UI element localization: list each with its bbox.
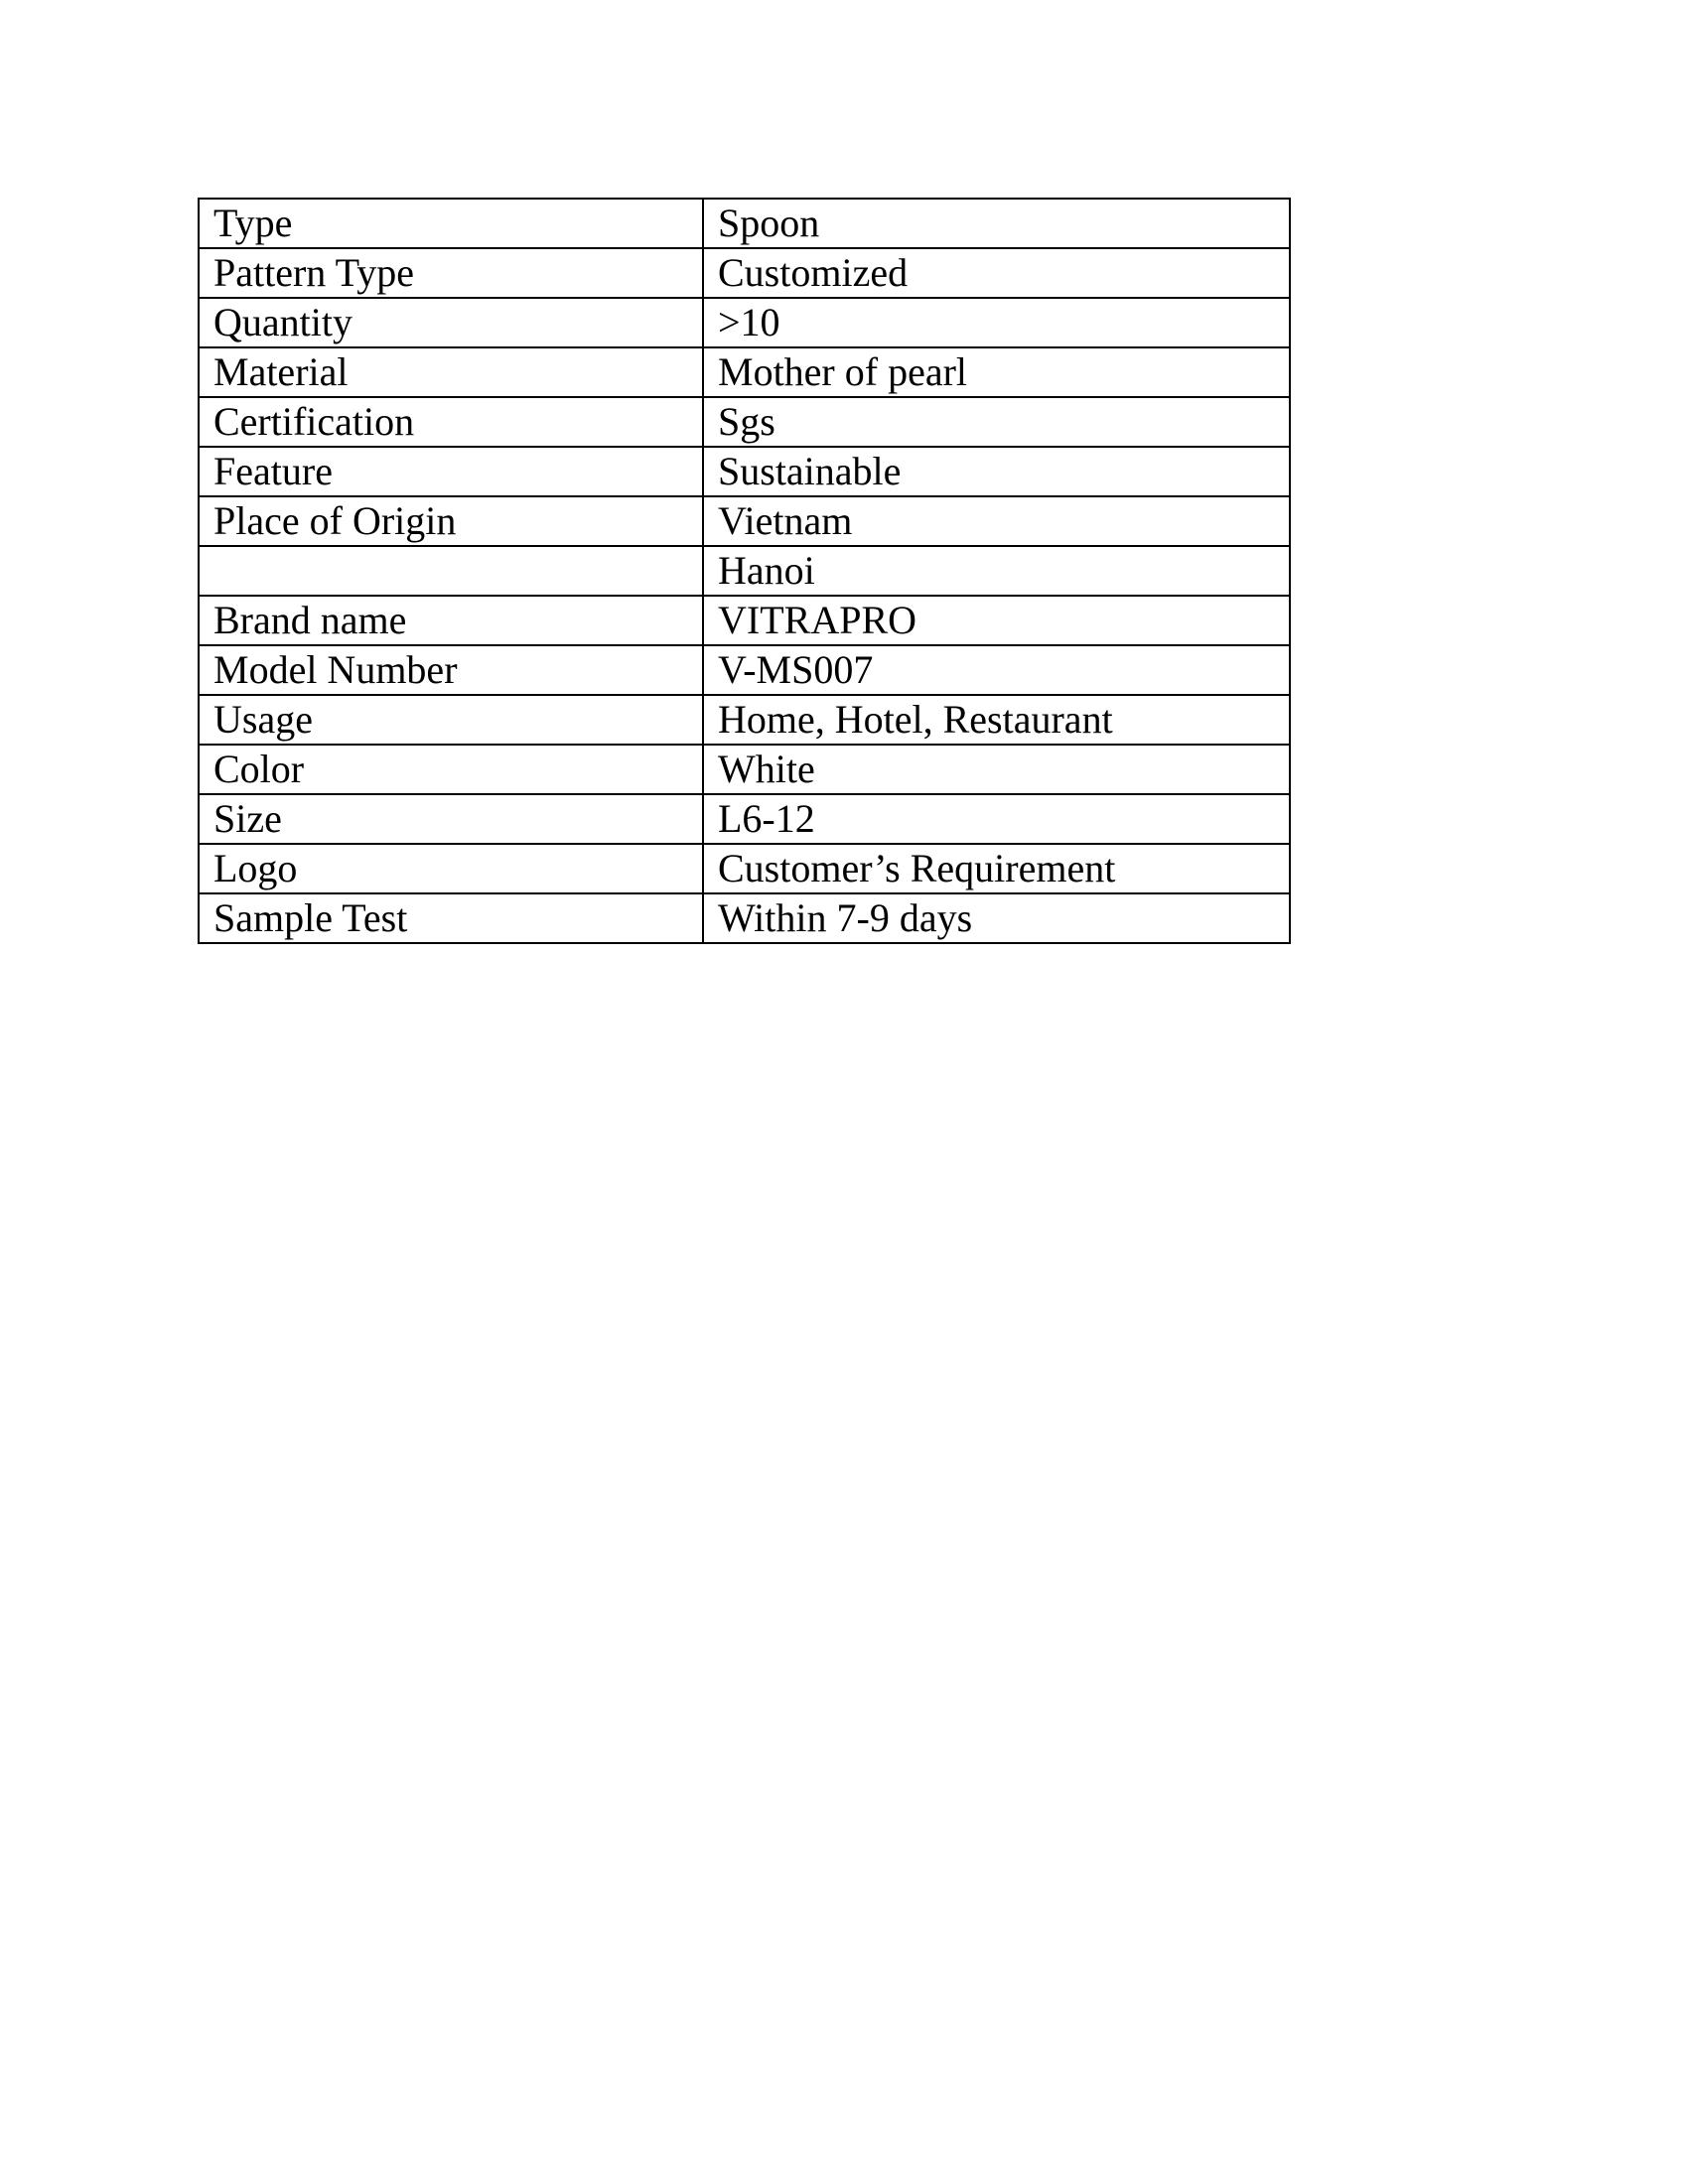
spec-label: Certification <box>199 397 703 447</box>
table-row <box>199 794 1290 844</box>
table-row <box>199 248 1290 298</box>
spec-label: Color <box>199 745 703 794</box>
spec-label: Model Number <box>199 645 703 695</box>
table-row <box>199 893 1290 943</box>
spec-label: Type <box>199 199 703 248</box>
spec-label: Feature <box>199 447 703 496</box>
spec-value: Sgs <box>703 397 1290 447</box>
spec-value: Sustainable <box>703 447 1290 496</box>
table-row <box>199 844 1290 893</box>
spec-value: Spoon <box>703 199 1290 248</box>
table-row <box>199 347 1290 397</box>
spec-value: VITRAPRO <box>703 596 1290 645</box>
spec-value: Mother of pearl <box>703 347 1290 397</box>
table-row <box>199 596 1290 645</box>
spec-label: Sample Test <box>199 893 703 943</box>
table-row <box>199 199 1290 248</box>
product-spec-table <box>198 198 1291 944</box>
spec-label: Material <box>199 347 703 397</box>
spec-label: Usage <box>199 695 703 745</box>
spec-value: L6-12 <box>703 794 1290 844</box>
spec-label: Size <box>199 794 703 844</box>
spec-label: Logo <box>199 844 703 893</box>
spec-label: Pattern Type <box>199 248 703 298</box>
table-row <box>199 298 1290 347</box>
table-row <box>199 447 1290 496</box>
table-row <box>199 397 1290 447</box>
spec-value: V-MS007 <box>703 645 1290 695</box>
table-row <box>199 546 1290 596</box>
spec-value: Customer’s Requirement <box>703 844 1290 893</box>
spec-value: Home, Hotel, Restaurant <box>703 695 1290 745</box>
spec-value: Customized <box>703 248 1290 298</box>
spec-label: Place of Origin <box>199 496 703 546</box>
spec-value: Within 7-9 days <box>703 893 1290 943</box>
table-row <box>199 496 1290 546</box>
spec-value: >10 <box>703 298 1290 347</box>
spec-label: Brand name <box>199 596 703 645</box>
spec-value: Vietnam <box>703 496 1290 546</box>
table-row <box>199 645 1290 695</box>
spec-label <box>199 546 703 596</box>
spec-label: Quantity <box>199 298 703 347</box>
spec-value: White <box>703 745 1290 794</box>
table-row <box>199 745 1290 794</box>
table-row <box>199 695 1290 745</box>
spec-value: Hanoi <box>703 546 1290 596</box>
